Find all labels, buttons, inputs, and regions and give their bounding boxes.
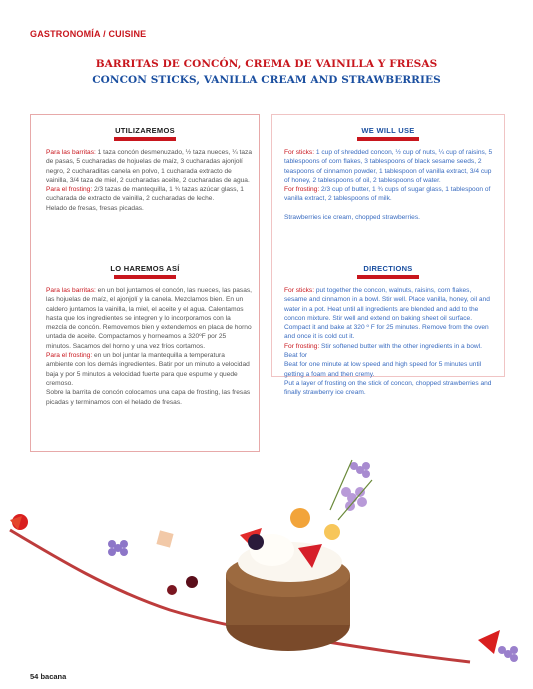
page-footer (30, 672, 66, 681)
english-beat-method: Beat for one minute at low speed and high speed for 5 minutes until getting a foam and then cremy. (284, 361, 482, 378)
spanish-frosting-ingredients (46, 185, 252, 204)
english-sticks-ingredients (284, 148, 494, 185)
title-spanish: BARRITAS DE CONCÓN, CREMA DE VAINILLA Y FRESAS (95, 58, 438, 70)
text: en un bol juntar la mantequilla a temperatura ambiente con los demás ingredientes. Batir por un minuto a velocidad baja y por 5 minutos a velocidad fuerte para que espume y quede cremoso. (46, 352, 250, 387)
sugar-cube (156, 530, 173, 547)
label: Para las barritas: (46, 149, 96, 156)
spanish-extra-ingredients: Helado de fresas, fresas picadas. (46, 204, 144, 212)
page-number: 54 (30, 672, 39, 681)
english-ingredients-heading (271, 126, 505, 141)
english-method-heading (271, 264, 505, 279)
english-frosting-ingredients (284, 185, 494, 204)
english-frosting-method (284, 342, 494, 361)
spanish-ingredients-heading (30, 126, 260, 141)
blueberry (248, 534, 264, 550)
flower (108, 540, 128, 556)
dessert-photo (0, 440, 533, 689)
heading-underline (357, 275, 419, 279)
label: Para el frosting: (46, 186, 93, 194)
berry (186, 576, 198, 588)
heading-text: UTILIZAREMOS (115, 126, 175, 135)
label: For sticks: (284, 287, 315, 294)
text: 2/3 cup of butter, 1 ¾ cups of sugar glass, 1 tablespoon of vanilla extract, 2 tablespoons of milk. (284, 186, 491, 203)
text: 1 taza concón desmenuzado, ½ taza nueces, ¼ taza de pasas, 5 cucharadas de hojuelas de maíz, 3 cucharadas ajonjolí negro, 2 cucharaditas canela en polvo, 1 cucharada extracto de vainilla, 3/4 taza de miel, 2 cucharadas aceite, 2 cucharadas de agua. (46, 149, 252, 184)
label: Para las barritas: (46, 287, 96, 294)
flower (350, 462, 370, 478)
heading-text: DIRECTIONS (363, 264, 413, 273)
spanish-bars-method (46, 286, 252, 351)
spanish-frosting-method (46, 351, 252, 388)
english-ingredients-text (284, 148, 494, 222)
spanish-bars-ingredients (46, 148, 252, 185)
title-english: CONCON STICKS, VANILLA CREAM AND STRAWBERRIES (92, 74, 441, 86)
flower (498, 646, 518, 662)
english-extra-ingredients: Strawberries ice cream, chopped strawberries. (284, 213, 420, 221)
heading-text: LO HAREMOS ASÍ (110, 264, 180, 273)
label: Para el frosting: (46, 352, 93, 360)
fruit (324, 524, 340, 540)
spanish-method-heading (30, 264, 260, 279)
heading-underline (357, 137, 419, 141)
spanish-final-method: Sobre la barrita de concón colocamos una capa de frosting, las fresas picadas y terminamos con el helado de fresas. (46, 389, 251, 406)
heading-underline (114, 137, 176, 141)
spanish-method-text (46, 286, 252, 407)
english-sticks-method (284, 286, 494, 342)
section-label: GASTRONOMÍA / CUISINE (30, 29, 147, 39)
heading-text: WE WILL USE (361, 126, 415, 135)
strawberry (478, 630, 500, 654)
text: 1 cup of shredded concon, ½ cup of nuts, ¼ cup of raisins, 5 tablespoons of corn flakes, 3 tablespoons of black sesame seeds, 2 teaspoons of cinnamon powder, 1 tablespoon of vanilla extract, 3/4 cup of honey, 2 tablespoons of oil, 2 tablespoons of water. (284, 149, 493, 184)
text: put together the concon, walnuts, raisins, corn flakes, sesame and cinnamon in a bowl. Stir well. Place vanilla, honey, oil and water in a pot. Heat until all ingredients are blended and add to the concon mixture. Stir well and extend on baking sheet oil surface. Compact it and bake at 320 º F for 25 minutes. Remove from the oven and once it is cold cut it. (284, 287, 490, 341)
magazine-name: bacana (40, 672, 67, 681)
english-final-method: Put a layer of frosting on the stick of concon, chopped strawberries and finally strawberry ice cream. (284, 379, 492, 397)
text: en un bol juntamos el concón, las nueces, las pasas, las hojuelas de maíz, el ajonjolí y la canela. Mezclamos bien. En un caldero juntamos la vainilla, la miel, el aceite y el agua. Calentamos hasta que los ingredientes se integren y lo incorporamos con la mezcla de concón. Removemos bien y extendemos en placa de horno untada de aceite. Compactamos y horneamos a 320ºF por 25 minutos. Sacamos del horno y una vez fríos cortamos. (46, 287, 252, 350)
label: For frosting: (284, 186, 320, 194)
fruit (290, 508, 310, 528)
english-method-text (284, 286, 494, 398)
label: For sticks: (284, 149, 315, 156)
heading-underline (114, 275, 176, 279)
text: 2/3 tazas de mantequilla, 1 ¾ tazas azúcar glass, 1 cucharada de extracto de vainilla, 2 cucharadas de leche. (46, 186, 244, 203)
text: Stir softened butter with the other ingredients in a bowl. Beat for (284, 342, 482, 360)
label: For frosting: (284, 342, 320, 350)
berry (167, 585, 177, 595)
spanish-ingredients-text (46, 148, 252, 213)
